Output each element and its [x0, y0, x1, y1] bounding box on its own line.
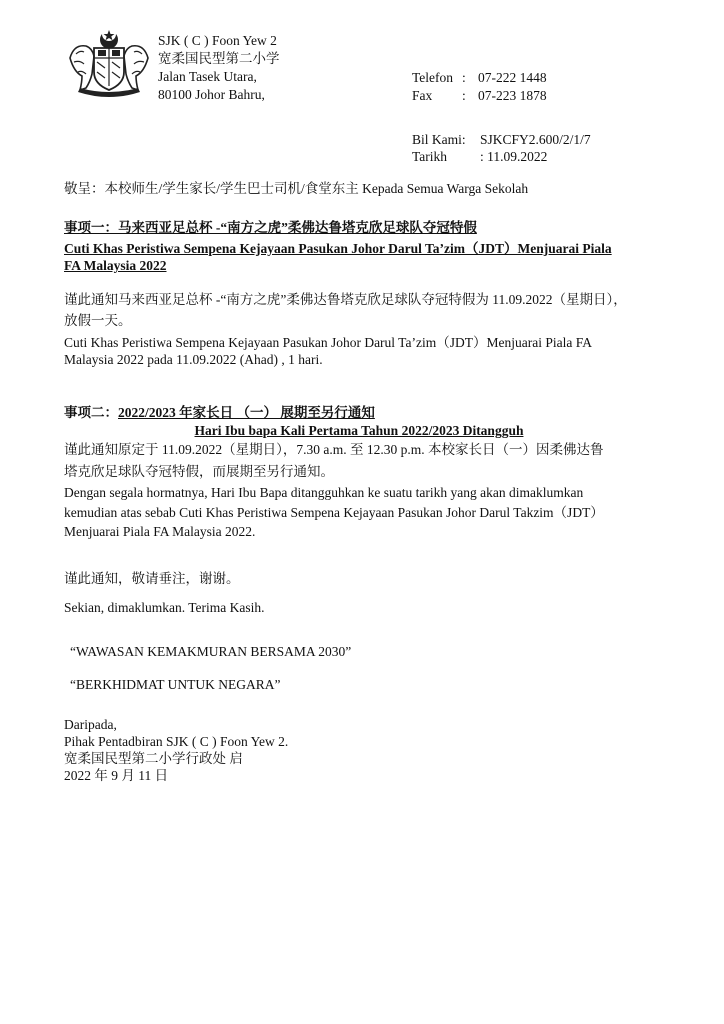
telefon-label: Telefon	[412, 70, 454, 85]
motto-1: “WAWASAN KEMAKMURAN BERSAMA 2030”	[70, 644, 352, 659]
item-1-body-malay-line-1: Cuti Khas Peristiwa Sempena Kejayaan Pasukan Johor Darul Ta’zim（JDT）Menjuarai Piala FA	[64, 334, 592, 350]
school-name: SJK ( C ) Foon Yew 2	[158, 33, 277, 48]
signoff-block	[64, 716, 664, 784]
signoff-date: 2022 年 9 月 11 日	[64, 768, 169, 783]
closing-chinese: 谨此通知，敬请垂注，谢谢。	[64, 571, 240, 586]
item-2-body-chinese-line-1: 谨此通知原定于 11.09.2022（星期日），7.30 a.m. 至 12.30 p.m. 本校家长日（一）因柔佛达鲁	[64, 442, 604, 458]
bil-label: Bil Kami:	[412, 132, 466, 147]
item-2-body-chinese-line-2: 塔克欣足球队夺冠特假，而展期至另行通知。	[64, 463, 334, 479]
item-2-title-chinese	[64, 404, 664, 422]
item-1-title-malay-line-2: FA Malaysia 2022	[64, 258, 167, 274]
coat-of-arms-logo	[64, 28, 154, 100]
fax-row	[412, 87, 547, 105]
item-2-body-malay-line-2: kemudian atas sebab Cuti Khas Peristiwa Sempena Kejayaan Pasukan Johor Darul Takzim（JDT）	[64, 504, 604, 520]
signoff-admin-chinese: 宽柔国民型第二小学行政处 启	[64, 751, 243, 766]
fax-separator: :	[462, 88, 466, 103]
address-line-1: Jalan Tasek Utara,	[158, 69, 257, 84]
tarikh-value: : 11.09.2022	[480, 149, 548, 164]
item-2-section	[64, 404, 664, 541]
contact-info	[412, 69, 547, 105]
item-1-body-malay-line-2: Malaysia 2022 pada 11.09.2022 (Ahad) , 1 hari.	[64, 352, 323, 368]
item-2-title-prefix: 事项二：	[64, 405, 118, 420]
item-1-title-malay-line-1: Cuti Khas Peristiwa Sempena Kejayaan Pasukan Johor Darul Ta’zim（JDT）Menjuarai Piala	[64, 240, 612, 256]
tarikh-label: Tarikh	[412, 149, 448, 164]
closing-malay: Sekian, dimaklumkan. Terima Kasih.	[64, 600, 265, 615]
tarikh-row	[412, 148, 591, 165]
school-name-chinese: 宽柔国民型第二小学	[158, 51, 280, 66]
item-2-title-malay: Hari Ibu bapa Kali Pertama Tahun 2022/2023 Ditangguh	[194, 422, 524, 438]
fax-value: 07-223 1878	[478, 88, 547, 103]
item-2-body-malay-line-3: Menjuarai Piala FA Malaysia 2022.	[64, 524, 256, 540]
signoff-from: Daripada,	[64, 717, 117, 732]
telefon-value: 07-222 1448	[478, 70, 547, 85]
address-line-2: 80100 Johor Bahru,	[158, 87, 265, 102]
item-1-body-chinese-line-1: 谨此通知马来西亚足总杯 -“南方之虎”柔佛达鲁塔克欣足球队夺冠特假为 11.09.2022（星期日），	[64, 291, 627, 307]
telefon-separator: :	[462, 70, 466, 85]
item-2-title-main: 2022/2023 年家长日 （一） 展期至另行通知	[118, 405, 375, 420]
telefon-row	[412, 69, 547, 87]
bil-value: SJKCFY2.600/2/1/7	[480, 132, 591, 147]
school-letterhead	[158, 32, 280, 104]
bil-row	[412, 131, 591, 148]
reference-block	[412, 131, 591, 165]
item-1-title-chinese: 事项一：马来西亚足总杯 -“南方之虎”柔佛达鲁塔克欣足球队夺冠特假	[64, 220, 477, 235]
fax-label: Fax	[412, 88, 433, 103]
motto-2: “BERKHIDMAT UNTUK NEGARA”	[70, 677, 281, 692]
item-2-body-malay-line-1: Dengan segala hormatnya, Hari Ibu Bapa ditangguhkan ke suatu tarikh yang akan dimaklumkan	[64, 485, 584, 501]
item-1-section	[64, 219, 664, 369]
addressee: 敬呈：本校师生/学生家长/学生巴士司机/食堂东主 Kepada Semua Warga Sekolah	[64, 181, 529, 196]
signoff-admin-malay: Pihak Pentadbiran SJK ( C ) Foon Yew 2.	[64, 734, 289, 749]
item-1-body-chinese-line-2: 放假一天。	[64, 313, 132, 329]
